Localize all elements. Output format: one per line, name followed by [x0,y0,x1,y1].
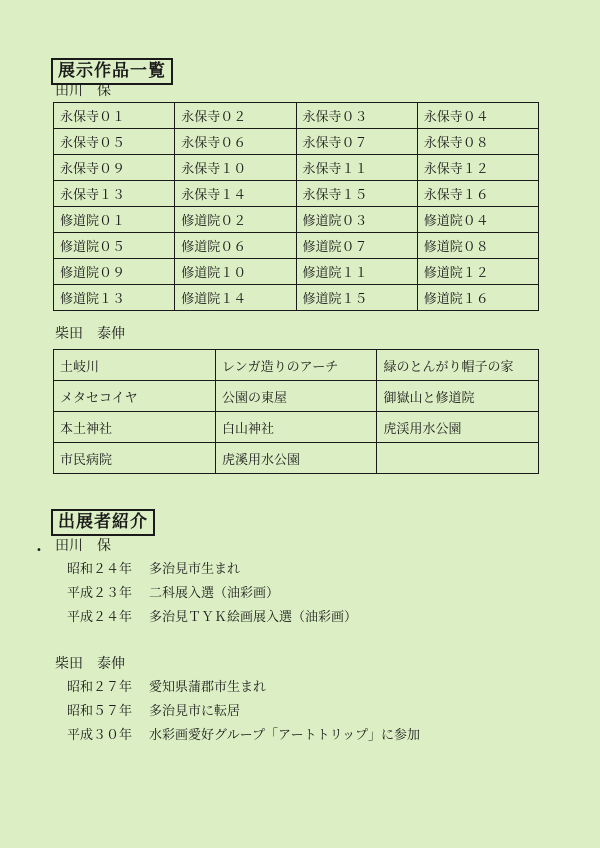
artist2-work-cell: 御嶽山と修道院 [377,381,539,412]
artist1-work-cell: 修道院０１ [54,207,175,233]
artist2-work-cell: メタセコイヤ [54,381,216,412]
works-list-heading: 展示作品一覧 [51,58,173,85]
artist1-work-cell: 永保寺１５ [296,181,417,207]
artist1-work-cell: 修道院０７ [296,233,417,259]
bio1-name: 田川 保 [55,538,111,554]
bio1-entry-year: 平成２４年 [67,610,133,625]
artist1-work-cell: 永保寺１３ [54,181,175,207]
artist1-work-cell: 永保寺１２ [417,155,538,181]
bio2-entry-year: 昭和２７年 [67,680,133,695]
artist1-work-cell: 修道院０３ [296,207,417,233]
artist1-work-row [54,285,539,311]
bullet-dot: • [36,545,42,556]
artist1-work-cell: 永保寺１４ [175,181,296,207]
bio2-entry-year: 平成３０年 [67,728,133,743]
artist2-work-cell [377,443,539,474]
artist1-work-cell: 永保寺０８ [417,129,538,155]
bio2-entry [67,680,266,696]
bio2-entry-text: 愛知県蒲郡市生まれ [149,680,267,695]
bio2-name: 柴田 泰伸 [55,656,125,672]
artist1-work-cell: 修道院１４ [175,285,296,311]
artist1-work-cell: 修道院０６ [175,233,296,259]
artist1-work-cell: 永保寺０６ [175,129,296,155]
artist2-work-cell: 白山神社 [215,412,377,443]
bio1-entry-year: 平成２３年 [67,586,133,601]
artist1-work-row [54,155,539,181]
artist1-work-row [54,259,539,285]
artist1-work-cell: 修道院１２ [417,259,538,285]
artist1-work-row [54,129,539,155]
artist2-work-cell: レンガ造りのアーチ [215,350,377,381]
artist1-work-cell: 修道院１０ [175,259,296,285]
artist2-work-cell: 虎渓用水公園 [377,412,539,443]
artist1-work-cell: 修道院０５ [54,233,175,259]
bio2-entry-year: 昭和５７年 [67,704,133,719]
artist1-works-table [53,102,539,311]
artist2-work-row [54,443,539,474]
artist2-name: 柴田 泰伸 [55,326,125,342]
artist1-work-cell: 修道院０８ [417,233,538,259]
exhibitors-heading: 出展者紹介 [51,509,155,536]
artist2-work-cell: 虎溪用水公園 [215,443,377,474]
artist2-work-row [54,350,539,381]
artist1-work-cell: 修道院１１ [296,259,417,285]
artist1-work-cell: 永保寺０９ [54,155,175,181]
artist1-work-cell: 修道院１３ [54,285,175,311]
bio2-entry-text: 多治見市に転居 [149,704,241,719]
bio2-entry-text: 水彩画愛好グループ「アートトリップ」に参加 [149,728,421,743]
artist1-work-cell: 永保寺１０ [175,155,296,181]
artist1-work-row [54,103,539,129]
artist1-work-cell: 永保寺０１ [54,103,175,129]
bio2-entry [67,704,240,720]
bio1-entry-year: 昭和２４年 [67,562,133,577]
artist2-work-row [54,381,539,412]
artist2-work-cell: 公園の東屋 [215,381,377,412]
bio1-entry-text: 多治見市生まれ [149,562,241,577]
artist1-work-cell: 修道院１６ [417,285,538,311]
artist2-work-cell: 本土神社 [54,412,216,443]
artist1-work-cell: 修道院０４ [417,207,538,233]
artist1-name: 田川 保 [55,83,111,99]
artist1-work-cell: 永保寺０３ [296,103,417,129]
artist1-work-cell: 修道院１５ [296,285,417,311]
artist1-work-row [54,207,539,233]
artist2-works-table [53,349,539,474]
artist1-work-row [54,233,539,259]
artist1-work-cell: 永保寺０２ [175,103,296,129]
bio1-entry [67,610,357,626]
artist2-work-cell: 土岐川 [54,350,216,381]
bio1-entry [67,586,279,602]
artist1-work-cell: 永保寺１６ [417,181,538,207]
bio1-entry-text: 多治見ＴＹＫ絵画展入選（油彩画） [149,610,358,625]
artist2-work-cell: 緑のとんがり帽子の家 [377,350,539,381]
artist2-work-row [54,412,539,443]
artist1-work-cell: 永保寺１１ [296,155,417,181]
artist1-work-cell: 永保寺０５ [54,129,175,155]
bio1-entry-text: 二科展入選（油彩画） [149,586,280,601]
artist1-work-cell: 修道院０９ [54,259,175,285]
artist1-work-cell: 永保寺０４ [417,103,538,129]
artist1-work-row [54,181,539,207]
artist1-work-cell: 永保寺０７ [296,129,417,155]
artist1-work-cell: 修道院０２ [175,207,296,233]
bio1-entry [67,562,240,578]
bio2-entry [67,728,420,744]
artist2-work-cell: 市民病院 [54,443,216,474]
